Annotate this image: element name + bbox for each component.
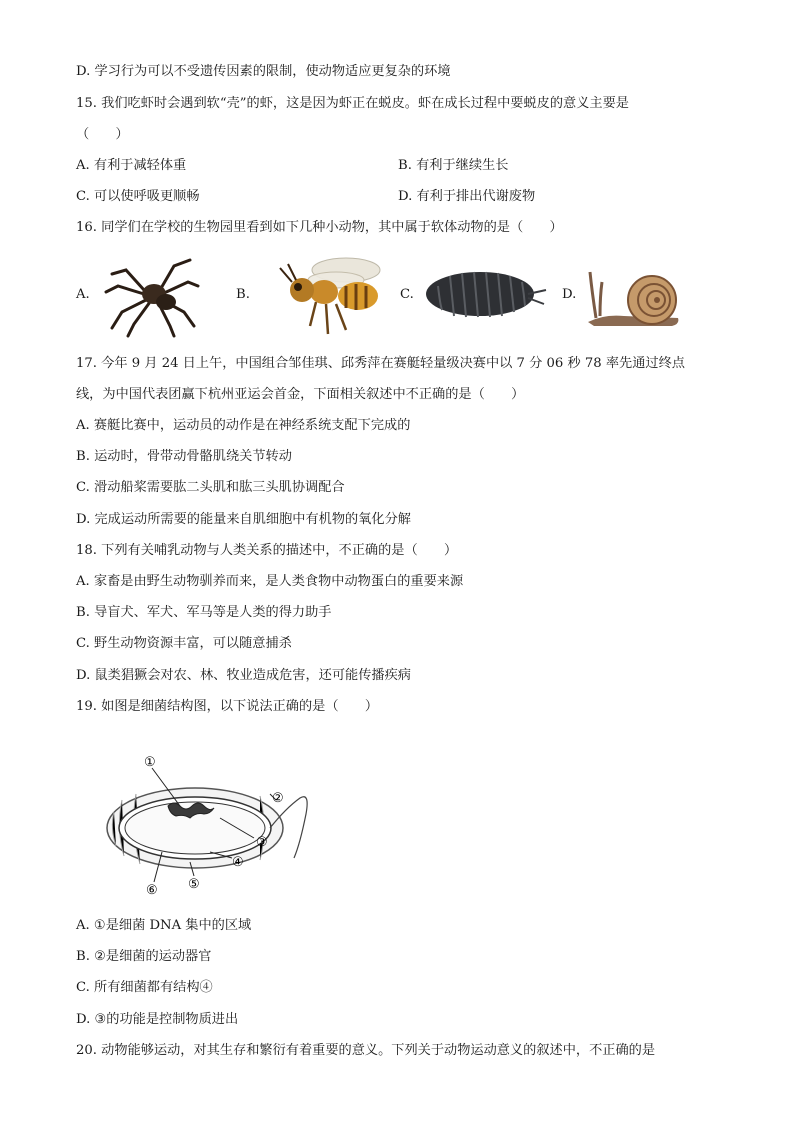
question-18: 18. 下列有关哺乳动物与人类关系的描述中，不正确的是（ ） (76, 543, 458, 558)
q16-image-options (76, 250, 716, 340)
label-5: ⑤ (188, 877, 200, 892)
q17-option-b: B. 运动时，骨带动骨骼肌绕关节转动 (76, 449, 292, 464)
q18-option-d: D. 鼠类猖獗会对农、林、牧业造成危害，还可能传播疾病 (76, 668, 411, 683)
q19-option-b: B. ②是细菌的运动器官 (76, 949, 212, 964)
q15-option-d: D. 有利于排出代谢废物 (398, 189, 536, 204)
label-3: ③ (256, 835, 268, 850)
bacteria-structure-diagram (100, 748, 320, 898)
q16-option-b-label: B. (236, 287, 250, 302)
spider-icon (104, 252, 200, 338)
q16-option-d-label: D. (562, 287, 577, 302)
label-6: ⑥ (146, 883, 158, 898)
q16-option-a-label: A. (76, 287, 90, 302)
line-d-learning: D. 学习行为可以不受遗传因素的限制，使动物适应更复杂的环境 (76, 64, 451, 79)
label-2: ② (272, 791, 284, 806)
snail-icon (584, 262, 684, 330)
question-19: 19. 如图是细菌结构图，以下说法正确的是（ ） (76, 699, 379, 714)
question-20: 20. 动物能够运动，对其生存和繁衍有着重要的意义。下列关于动物运动意义的叙述中，不正确的是 (76, 1043, 656, 1058)
q15-option-b: B. 有利于继续生长 (398, 158, 509, 173)
q18-option-b: B. 导盲犬、军犬、军马等是人类的得力助手 (76, 605, 332, 620)
q15-option-a: A. 有利于减轻体重 (76, 158, 187, 173)
q18-option-c: C. 野生动物资源丰富，可以随意捕杀 (76, 636, 292, 651)
q15-option-c: C. 可以使呼吸更顺畅 (76, 189, 200, 204)
label-1: ① (144, 755, 156, 770)
q19-option-c: C. 所有细菌都有结构④ (76, 980, 213, 995)
q17-option-c: C. 滑动船桨需要肱二头肌和肱三头肌协调配合 (76, 480, 345, 495)
label-4: ④ (232, 855, 244, 870)
question-16: 16. 同学们在学校的生物园里看到如下几种小动物，其中属于软体动物的是（ ） (76, 220, 563, 235)
q18-option-a: A. 家畜是由野生动物驯养而来，是人类食物中动物蛋白的重要来源 (76, 574, 464, 589)
q19-option-a: A. ①是细菌 DNA 集中的区域 (76, 918, 252, 933)
q17-option-d: D. 完成运动所需要的能量来自肌细胞中有机物的氧化分解 (76, 512, 411, 527)
question-15: 15. 我们吃虾时会遇到软“壳”的虾，这是因为虾正在蜕皮。虾在成长过程中要蜕皮的意义主要是 (76, 96, 629, 111)
question-15-blank: （ ） (76, 127, 129, 142)
question-17: 17. 今年 9 月 24 日上午，中国组合邹佳琪、邱秀萍在赛艇轻量级决赛中以 7 分 06 秒 78 率先通过终点 (76, 356, 685, 371)
q19-option-d: D. ③的功能是控制物质进出 (76, 1012, 239, 1027)
pill-bug-icon (424, 264, 548, 324)
q17-option-a: A. 赛艇比赛中，运动员的动作是在神经系统支配下完成的 (76, 418, 411, 433)
bee-icon (266, 254, 390, 338)
q16-option-c-label: C. (400, 287, 414, 302)
question-17-cont: 线，为中国代表团赢下杭州亚运会首金，下面相关叙述中不正确的是（ ） (76, 387, 525, 402)
